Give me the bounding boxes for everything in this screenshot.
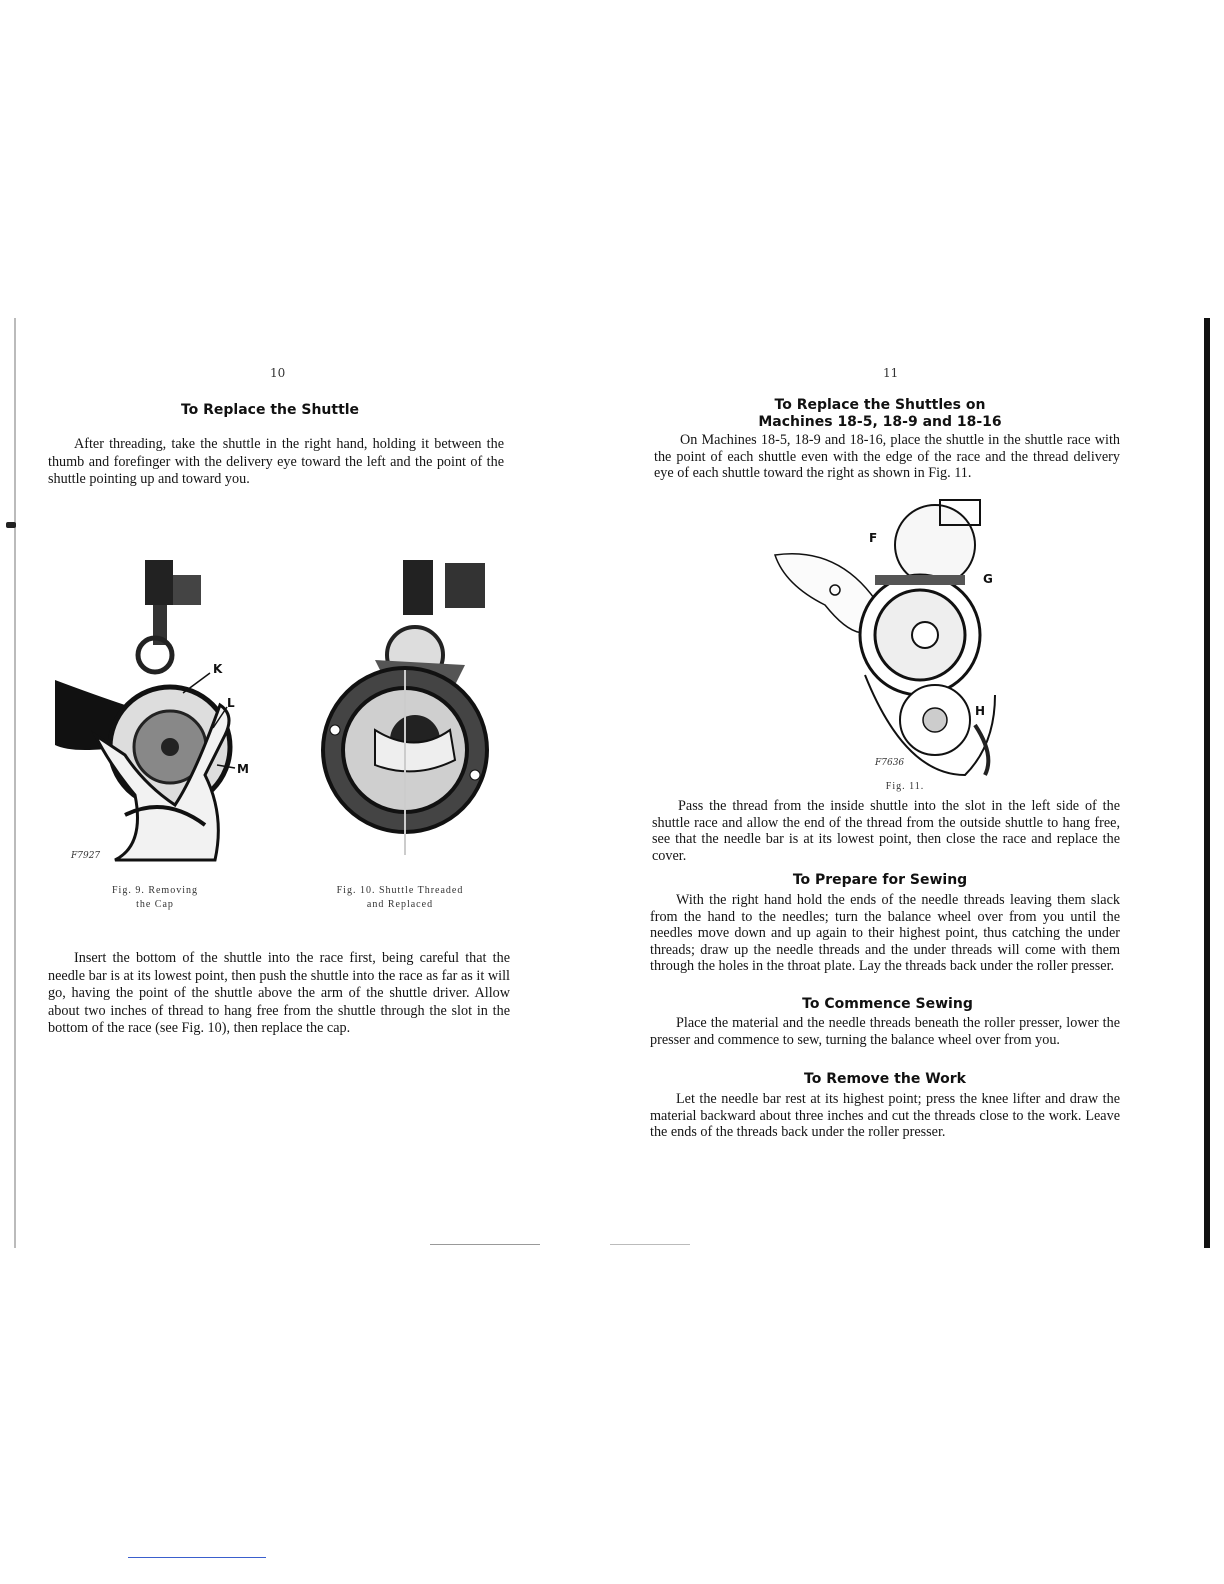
- left-intro-paragraph: After threading, take the shuttle in the right hand, holding it between the thumb and forefinger with the delivery eye toward the left and the point of the shuttle pointing up and toward you.: [48, 436, 504, 488]
- bottom-rule-right: [610, 1244, 690, 1245]
- fig11-label-h: H: [975, 704, 986, 718]
- pass-thread-paragraph: Pass the thread from the inside shuttle into the slot in the left side of the shuttle race and allow the end of the thread from the outside shuttle to hang free, see that the needle bar is at its lowest point, then close the race and replace the cover.: [652, 798, 1120, 864]
- fig11-illustration: [765, 495, 1015, 795]
- remove-work-title: To Remove the Work: [804, 1071, 966, 1087]
- bottom-blue-line: [128, 1557, 266, 1558]
- fig10-caption-line1: Fig. 10. Shuttle Threaded: [336, 885, 464, 896]
- fig11-caption: Fig. 11.: [885, 781, 925, 792]
- right-scan-edge: [1204, 318, 1210, 1248]
- fig10-illustration: [315, 555, 510, 865]
- left-body-paragraph: Insert the bottom of the shuttle into the race first, being careful that the needle bar is at its lowest point, then push the shuttle into the race as far as it will go, having the point of the shuttle above the arm of the shuttle driver. Allow about two inches of thread to hang free from the shuttle through the slot in the bottom of the race (see Fig. 10), then replace the cap.: [48, 950, 510, 1037]
- fig10-caption: [300, 884, 500, 912]
- fig9-label-l: L: [227, 696, 235, 710]
- prepare-sewing-text: With the right hand hold the ends of the needle threads leaving them slack from the hand to the needles; turn the balance wheel over from you until the needles move down and up again to their highest point, thus catching the under threads; draw up the needle threads and the under threads will come with them through the holes in the throat plate. Lay the threads back under the roller presser.: [650, 892, 1120, 974]
- fig11-code: F7636: [875, 758, 905, 768]
- right-page-title-line1: To Replace the Shuttles on: [774, 397, 986, 413]
- fig9-illustration: [55, 555, 250, 865]
- fig9-caption: [70, 884, 240, 912]
- prepare-sewing-title: To Prepare for Sewing: [792, 872, 968, 888]
- right-intro-paragraph: On Machines 18-5, 18-9 and 18-16, place the shuttle in the shuttle race with the point of each shuttle even with the edge of the race and the thread delivery eye of each shuttle toward the right as shown in Fig. 11.: [654, 432, 1120, 481]
- right-page-number: 11: [883, 366, 899, 380]
- right-page-title-line2: Machines 18-5, 18-9 and 18-16: [758, 414, 1002, 430]
- fig11-label-g: G: [983, 572, 993, 586]
- remove-work-text: Let the needle bar rest at its highest point; press the knee lifter and draw the material backward about three inches and cut the threads close to the work. Leave the ends of the threads back under the roller presser.: [650, 1091, 1120, 1140]
- fig9-caption-line2: the Cap: [136, 899, 174, 910]
- fig9-caption-line1: Fig. 9. Removing: [111, 885, 198, 896]
- right-page-title: [720, 397, 1040, 431]
- fig10-caption-line2: and Replaced: [366, 899, 434, 910]
- fig11-label-f: F: [869, 531, 878, 545]
- fig9-label-m: M: [237, 762, 249, 776]
- fig9-code: F7927: [71, 851, 101, 861]
- left-page-number: 10: [270, 366, 286, 380]
- commence-sewing-title: To Commence Sewing: [802, 996, 973, 1012]
- left-scan-edge: [14, 318, 16, 1248]
- left-page-title: To Replace the Shuttle: [180, 402, 360, 418]
- margin-mark: [6, 522, 16, 528]
- fig9-label-k: K: [213, 662, 223, 676]
- bottom-rule-left: [430, 1244, 540, 1245]
- commence-sewing-text: Place the material and the needle threads beneath the roller presser, lower the presser and commence to sew, turning the balance wheel over from you.: [650, 1015, 1120, 1048]
